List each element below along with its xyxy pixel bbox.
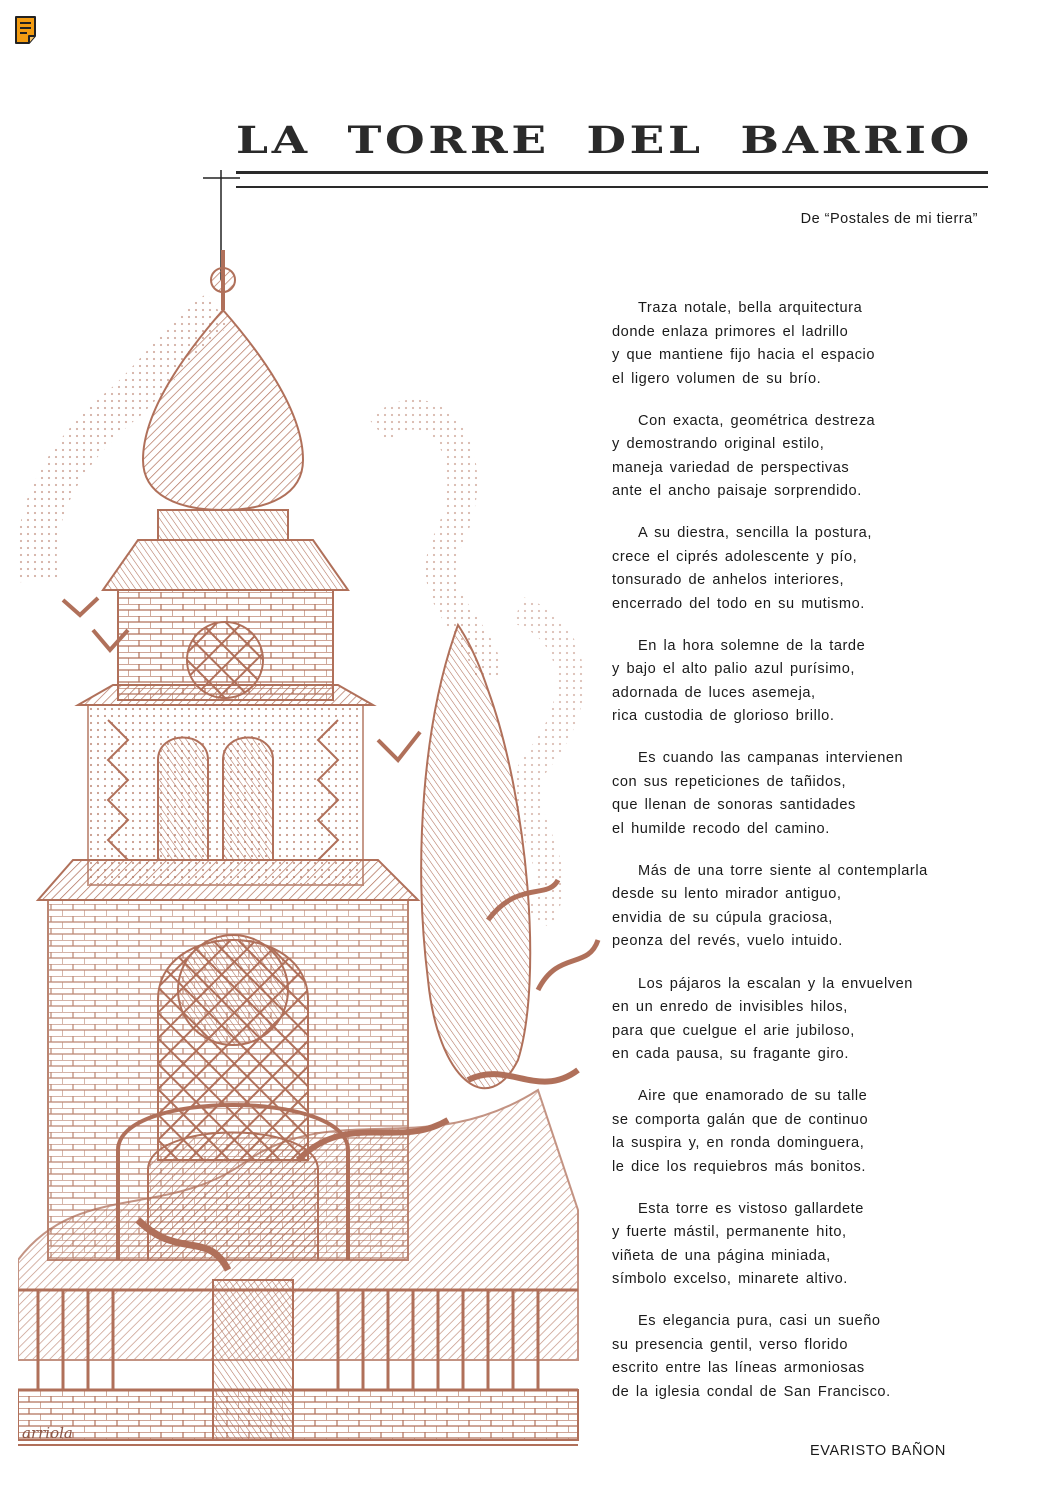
poem-line: y fuerte mástil, permanente hito, (612, 1224, 847, 1241)
page-title: LA TORRE DEL BARRIO (236, 118, 973, 162)
poem-line: le dice los requiebros más bonitos. (612, 1158, 866, 1175)
poem-line: Es cuando las campanas intervienen (638, 750, 904, 767)
poem-line: tonsurado de anhelos interiores, (612, 572, 845, 589)
poem-line: ante el ancho paisaje sorprendido. (612, 483, 862, 500)
poem-line: que llenan de sonoras santidades (612, 797, 856, 814)
poem-stanza (612, 522, 1032, 616)
poem-line: rica custodia de glorioso brillo. (612, 708, 835, 725)
poem-line: Esta torre es vistoso gallardete (638, 1200, 864, 1217)
poem-line: símbolo excelso, minarete altivo. (612, 1271, 848, 1288)
poem-line: Con exacta, geométrica destreza (638, 412, 876, 429)
poem-line: Más de una torre siente al contemplarla (638, 862, 928, 879)
poem-stanza (612, 297, 1032, 391)
poem-line: adornada de luces asemeja, (612, 684, 816, 701)
poem-line: para que cuelgue el arie jubiloso, (612, 1022, 855, 1039)
poem-stanza (612, 635, 1032, 729)
poem-line: donde enlaza primores el ladrillo (612, 323, 849, 340)
illustration-signature: arriola (22, 1424, 73, 1442)
poem-stanza (612, 410, 1032, 504)
poem-line: viñeta de una página miniada, (612, 1247, 831, 1264)
poem-line: su presencia gentil, verso florido (612, 1336, 848, 1353)
poem-line: peonza del revés, vuelo intuido. (612, 933, 843, 950)
poem-line: el humilde recodo del camino. (612, 820, 830, 837)
poem-line: envidia de su cúpula graciosa, (612, 909, 833, 926)
poem-line: y bajo el alto palio azul purísimo, (612, 661, 855, 678)
source-line: De “Postales de mi tierra” (800, 211, 978, 227)
poem-stanza (612, 1085, 1032, 1179)
poem-stanza (612, 1198, 1032, 1292)
poem-line: Los pájaros la escalan y la envuelven (638, 975, 913, 992)
poem-line: la suspira y, en ronda dominguera, (612, 1135, 865, 1152)
poem-stanza (612, 973, 1032, 1067)
document-icon[interactable] (13, 14, 43, 46)
poem-line: En la hora solemne de la tarde (638, 637, 866, 654)
poem (612, 297, 1032, 1423)
poem-line: A su diestra, sencilla la postura, (638, 525, 872, 542)
poem-line: encerrado del todo en su mutismo. (612, 595, 865, 612)
church-tower-illustration (18, 160, 608, 1470)
poem-stanza (612, 1310, 1032, 1404)
poem-line: Traza notale, bella arquitectura (638, 300, 863, 316)
poem-line: Es elegancia pura, casi un sueño (638, 1313, 881, 1330)
poem-line: y que mantiene fijo hacia el espacio (612, 347, 876, 363)
poem-stanza (612, 747, 1032, 841)
poem-line: en un enredo de invisibles hilos, (612, 999, 848, 1016)
poem-line: escrito entre las líneas armoniosas (612, 1360, 865, 1377)
poem-line: se comporta galán que de continuo (612, 1111, 869, 1128)
poem-line: desde su lento mirador antiguo, (612, 886, 842, 903)
poem-line: el ligero volumen de su brío. (612, 370, 822, 387)
poem-line: y demostrando original estilo, (612, 436, 825, 453)
poem-line: maneja variedad de perspectivas (612, 459, 850, 476)
poem-line: crece el ciprés adolescente y pío, (612, 548, 858, 565)
poem-line: con sus repeticiones de tañidos, (612, 773, 847, 790)
poem-line: Aire que enamorado de su talle (638, 1088, 868, 1105)
poem-line: de la iglesia condal de San Francisco. (612, 1383, 891, 1400)
poem-stanza (612, 860, 1032, 954)
poem-line: en cada pausa, su fragante giro. (612, 1046, 849, 1063)
author-name: EVARISTO BAÑON (810, 1443, 946, 1459)
